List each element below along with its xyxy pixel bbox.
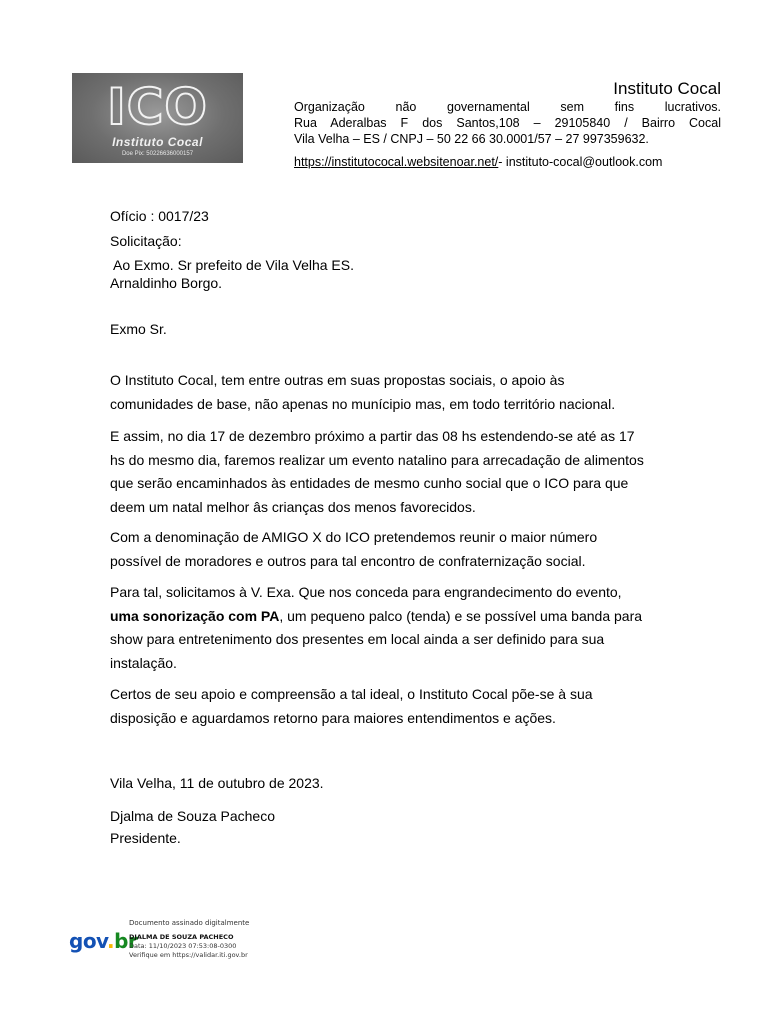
logo-ico-text: ICO [107, 78, 208, 136]
header-contact [294, 154, 721, 170]
bold-request: uma sonorização com PA [110, 607, 280, 624]
paragraph-line: que serão encaminhados às entidades de mesmo cunho social que o ICO para que [110, 475, 629, 491]
logo-pix: Doe Pix: 50226636000157 [121, 151, 194, 157]
institute-logo [72, 73, 243, 163]
website-link[interactable]: https://institutococal.websitenoar.net/ [294, 155, 499, 169]
solicitacao-label: Solicitação: [110, 233, 182, 249]
date-line: Vila Velha, 11 de outubro de 2023. [110, 775, 324, 791]
paragraph-line: hs do mesmo dia, faremos realizar um evento natalino para arrecadação de alimentos [110, 451, 644, 468]
addressee-line: Ao Exmo. Sr prefeito de Vila Velha ES. [113, 257, 354, 273]
govbr-logo: gov.br [69, 929, 138, 953]
paragraph-line: E assim, no dia 17 de dezembro próximo a partir das 08 hs estendendo-se até as 17 [110, 428, 635, 444]
paragraph-line: Para tal, solicitamos à V. Exa. Que nos conceda para engrandecimento do evento, [110, 584, 622, 600]
paragraph-line: disposição e aguardamos retorno para maiores entendimentos e ações. [110, 709, 556, 726]
organization-name: Instituto Cocal [613, 79, 721, 98]
paragraph-2 [110, 425, 644, 519]
paragraph-4 [110, 581, 642, 675]
logo-name: Instituto Cocal [112, 135, 203, 149]
signature-signer: DJALMA DE SOUZA PACHECO [129, 933, 234, 941]
header-description: Organização não governamental sem fins lucrativos. [294, 100, 721, 114]
paragraph-1 [110, 369, 615, 416]
paragraph-line: deem um natal melhor âs crianças dos menos favorecidos. [110, 498, 476, 515]
paragraph-line: Com a denominação de AMIGO X do ICO pretendemos reunir o maior número [110, 529, 598, 545]
paragraph-5 [110, 683, 593, 730]
paragraph-3 [110, 526, 597, 573]
paragraph-line [110, 605, 642, 629]
paragraph-line: comunidades de base, não apenas no munícipio mas, em todo território nacional. [110, 395, 616, 412]
paragraph-text: , um pequeno palco (tenda) e se possível uma banda para [279, 607, 643, 624]
signature-verify-link[interactable]: Verifique em https://validar.iti.gov.br [129, 951, 248, 959]
paragraph-line: show para entretenimento dos presentes em local ainda a ser definido para sua [110, 631, 605, 647]
header-registration: Vila Velha – ES / CNPJ – 50 22 66 30.0001/57 – 27 997359632. [294, 132, 649, 146]
paragraph-line: possível de moradores e outros para tal encontro de confraternização social. [110, 552, 586, 569]
paragraph-line: O Instituto Cocal, tem entre outras em suas propostas sociais, o apoio às [110, 372, 565, 388]
signature-date: Data: 11/10/2023 07:53:08-0300 [129, 942, 237, 950]
email-text: - instituto-cocal@outlook.com [498, 155, 663, 169]
signer-name: Djalma de Souza Pacheco [110, 808, 275, 824]
addressee-name: Arnaldinho Borgo. [110, 275, 223, 291]
paragraph-line: Certos de seu apoio e compreensão a tal ideal, o Instituto Cocal põe-se à sua [110, 686, 593, 702]
paragraph-line: instalação. [110, 654, 177, 671]
oficio-number: Ofício : 0017/23 [110, 208, 209, 224]
salutation: Exmo Sr. [110, 321, 167, 337]
signer-role: Presidente. [110, 830, 181, 846]
signature-caption: Documento assinado digitalmente [129, 919, 250, 927]
header-address: Rua Aderalbas F dos Santos,108 – 29105840 / Bairro Cocal [294, 116, 721, 130]
